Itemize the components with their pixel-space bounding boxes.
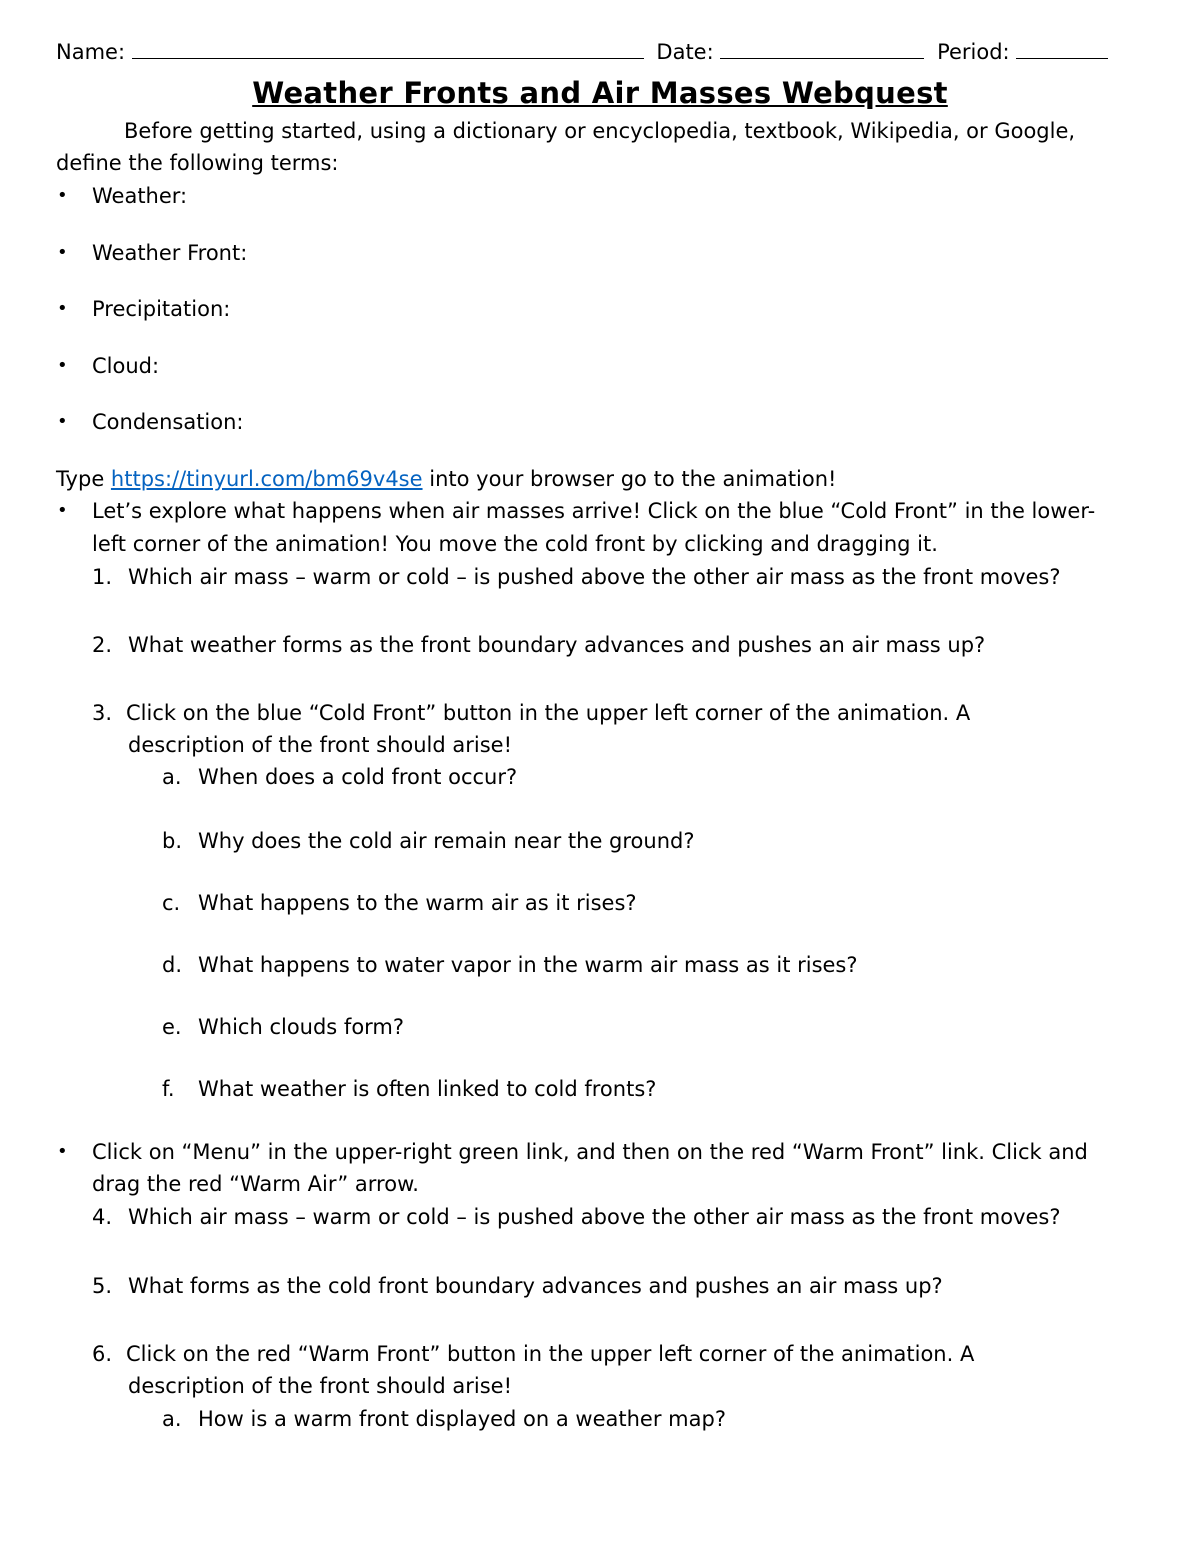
sub-letter-c: c. bbox=[162, 891, 181, 915]
bullet-icon: • bbox=[57, 185, 68, 206]
sub-letter-e: e. bbox=[162, 1015, 182, 1039]
section2-line-1: Click on “Menu” in the upper-right green link, and then on the red “Warm Front” link. Click and bbox=[92, 1140, 1088, 1164]
bullet-icon: • bbox=[57, 242, 68, 263]
type-link-line bbox=[56, 466, 836, 492]
bullet-icon: • bbox=[57, 500, 68, 521]
sub-letter-6a: a. bbox=[162, 1407, 182, 1431]
question-1: Which air mass – warm or cold – is pushed above the other air mass as the front moves? bbox=[128, 565, 1061, 589]
period-label: Period: bbox=[937, 40, 1010, 64]
term-cloud: Cloud: bbox=[92, 354, 160, 378]
term-condensation: Condensation: bbox=[92, 410, 244, 434]
bullet-icon: • bbox=[57, 355, 68, 376]
period-blank bbox=[1016, 38, 1108, 59]
sub-letter-a: a. bbox=[162, 765, 182, 789]
question-number-3: 3. bbox=[92, 701, 113, 725]
question-2: What weather forms as the front boundary advances and pushes an air mass up? bbox=[128, 633, 986, 657]
sub-letter-d: d. bbox=[162, 953, 183, 977]
type-suffix: into your browser go to the animation! bbox=[429, 467, 837, 491]
date-blank bbox=[720, 38, 924, 59]
question-number-5: 5. bbox=[92, 1274, 113, 1298]
sub-question-f: What weather is often linked to cold fronts? bbox=[198, 1077, 657, 1101]
sub-letter-f: f. bbox=[162, 1077, 175, 1101]
question-6-line-1: Click on the red “Warm Front” button in the upper left corner of the animation. A bbox=[126, 1342, 975, 1366]
date-label: Date: bbox=[656, 40, 714, 64]
type-prefix: Type bbox=[56, 467, 105, 491]
sub-question-b: Why does the cold air remain near the ground? bbox=[198, 829, 695, 853]
sub-question-e: Which clouds form? bbox=[198, 1015, 405, 1039]
term-weather-front: Weather Front: bbox=[92, 241, 248, 265]
sub-question-c: What happens to the warm air as it rises? bbox=[198, 891, 637, 915]
page-title: Weather Fronts and Air Masses Webquest bbox=[252, 76, 948, 110]
question-3-line-1: Click on the blue “Cold Front” button in the upper left corner of the animation. A bbox=[126, 701, 971, 725]
question-6-line-2: description of the front should arise! bbox=[128, 1374, 512, 1398]
section1-line-2: left corner of the animation! You move the cold front by clicking and dragging it. bbox=[92, 532, 938, 556]
question-number-4: 4. bbox=[92, 1205, 113, 1229]
question-5: What forms as the cold front boundary advances and pushes an air mass up? bbox=[128, 1274, 943, 1298]
question-3-line-2: description of the front should arise! bbox=[128, 733, 512, 757]
question-number-1: 1. bbox=[92, 565, 113, 589]
bullet-icon: • bbox=[57, 1141, 68, 1162]
term-precipitation: Precipitation: bbox=[92, 297, 231, 321]
sub-question-6a: How is a warm front displayed on a weather map? bbox=[198, 1407, 726, 1431]
intro-line-1: Before getting started, using a dictionary or encyclopedia, textbook, Wikipedia, or Google, bbox=[124, 119, 1076, 143]
section1-line-1: Let’s explore what happens when air masses arrive! Click on the blue “Cold Front” in the lower- bbox=[92, 499, 1096, 523]
term-weather: Weather: bbox=[92, 184, 188, 208]
section2-line-2: drag the red “Warm Air” arrow. bbox=[92, 1172, 419, 1196]
animation-link[interactable]: https://tinyurl.com/bm69v4se bbox=[110, 467, 423, 491]
question-4: Which air mass – warm or cold – is pushed above the other air mass as the front moves? bbox=[128, 1205, 1061, 1229]
question-number-6: 6. bbox=[92, 1342, 113, 1366]
sub-letter-b: b. bbox=[162, 829, 183, 853]
header-row bbox=[56, 38, 1108, 65]
bullet-icon: • bbox=[57, 298, 68, 319]
name-blank bbox=[132, 38, 644, 59]
name-label: Name: bbox=[56, 40, 126, 64]
bullet-icon: • bbox=[57, 411, 68, 432]
sub-question-a: When does a cold front occur? bbox=[198, 765, 518, 789]
intro-line-2: define the following terms: bbox=[56, 151, 339, 175]
question-number-2: 2. bbox=[92, 633, 113, 657]
sub-question-d: What happens to water vapor in the warm air mass as it rises? bbox=[198, 953, 858, 977]
